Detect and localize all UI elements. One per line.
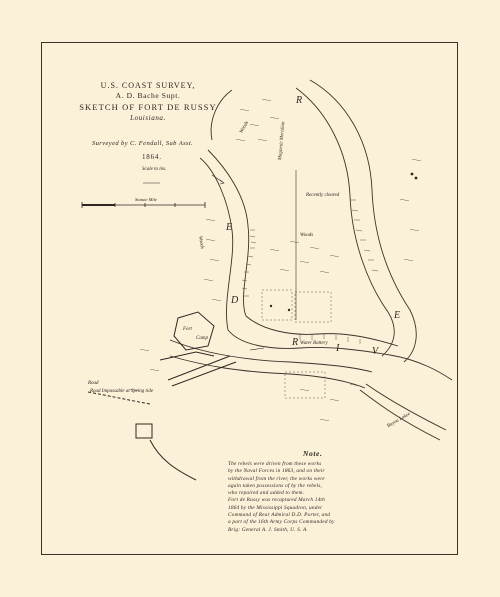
- building-marker-4: [288, 309, 290, 311]
- note-line: again taken possessions of by the rebels,: [228, 482, 323, 489]
- river-letter-v: V: [372, 346, 380, 357]
- building-marker-3: [270, 305, 272, 307]
- woods-west-texture: [204, 219, 221, 300]
- woods-center-texture: [270, 241, 339, 272]
- note-line: Brig: General A. J. Smith, U. S. A.: [228, 526, 308, 533]
- woods-southwest-texture: [130, 349, 159, 390]
- scale-text: Statute Mile: [135, 197, 157, 202]
- survey-title: U.S. COAST SURVEY,: [100, 81, 196, 90]
- note-line: 1864 by the Mississippi Squadron, under: [228, 504, 323, 511]
- river-letter-i: I: [336, 343, 341, 354]
- state-name: Louisiana.: [130, 113, 166, 122]
- lower-redoubt: [136, 424, 152, 438]
- woods-south-texture: [300, 384, 359, 420]
- label-fort: Fort: [183, 327, 192, 332]
- river-bank-west-inner: [208, 150, 398, 346]
- map-title: SKETCH OF FORT DE RUSSY: [79, 101, 217, 112]
- river-flow-arrow-2: [250, 348, 264, 350]
- note-line: withdrawal from the river, the works were: [228, 475, 325, 482]
- road-south: [150, 440, 196, 480]
- label-woods-north: Woods: [239, 120, 251, 135]
- river-letter-e: E: [226, 222, 234, 233]
- scale-bar-fill: [82, 204, 115, 206]
- label-woods-west: Woods: [196, 235, 205, 250]
- fort-parapet: [160, 352, 214, 360]
- building-marker-2: [415, 177, 418, 180]
- label-recently-cleared: Recently cleared: [306, 193, 340, 198]
- woods-east-texture: [400, 159, 421, 260]
- note-line: by the Naval Forces in 1863, and on their: [228, 468, 325, 475]
- fort-outline: [174, 312, 214, 350]
- river-letter-r2: R: [292, 337, 300, 348]
- surveyed-by: Surveyed by C. Fendall, Sub Asst.: [92, 140, 194, 147]
- label-road-impassable: Road Impassable at Spring tide: [90, 389, 154, 394]
- note-line: The rebels were driven from these works: [228, 461, 322, 467]
- field-1: [262, 290, 292, 320]
- note-title: Note.: [303, 449, 323, 458]
- note-line: who repaired and added to them.: [228, 490, 305, 497]
- label-woods-center: Woods: [300, 233, 314, 238]
- note-line: Command of Rear Admiral D.D. Porter, and: [228, 512, 331, 519]
- field-2: [295, 292, 331, 322]
- survey-year: 1864.: [142, 153, 162, 161]
- note-line: Fort de Russy was recaptured March 14th: [228, 497, 325, 504]
- bayou-channel: [360, 390, 440, 440]
- title-block: [78, 80, 218, 123]
- scale-label: Scale to ins.: [142, 167, 167, 172]
- label-camp: Camp: [196, 336, 208, 341]
- superintendent-line: A. D. Bache Supt.: [115, 91, 181, 101]
- river-letter-d: D: [231, 295, 240, 306]
- field-3: [285, 372, 325, 398]
- bayou-channel-2: [366, 384, 446, 430]
- note-line: a part of the 16th Army Corps Commanded by: [228, 519, 335, 526]
- river-letter-e2: E: [394, 310, 402, 321]
- note-body: [228, 461, 404, 534]
- label-water-battery: Water Battery: [300, 341, 328, 346]
- label-road: Road: [88, 381, 99, 386]
- building-marker-1: [411, 173, 414, 176]
- river-bank-east-inner: [296, 88, 394, 356]
- label-bayou: Bayou Lakee: [386, 411, 412, 430]
- river-letter-r: R: [296, 95, 304, 106]
- label-magnetic-meridian: Magnetic Meridian: [278, 121, 287, 161]
